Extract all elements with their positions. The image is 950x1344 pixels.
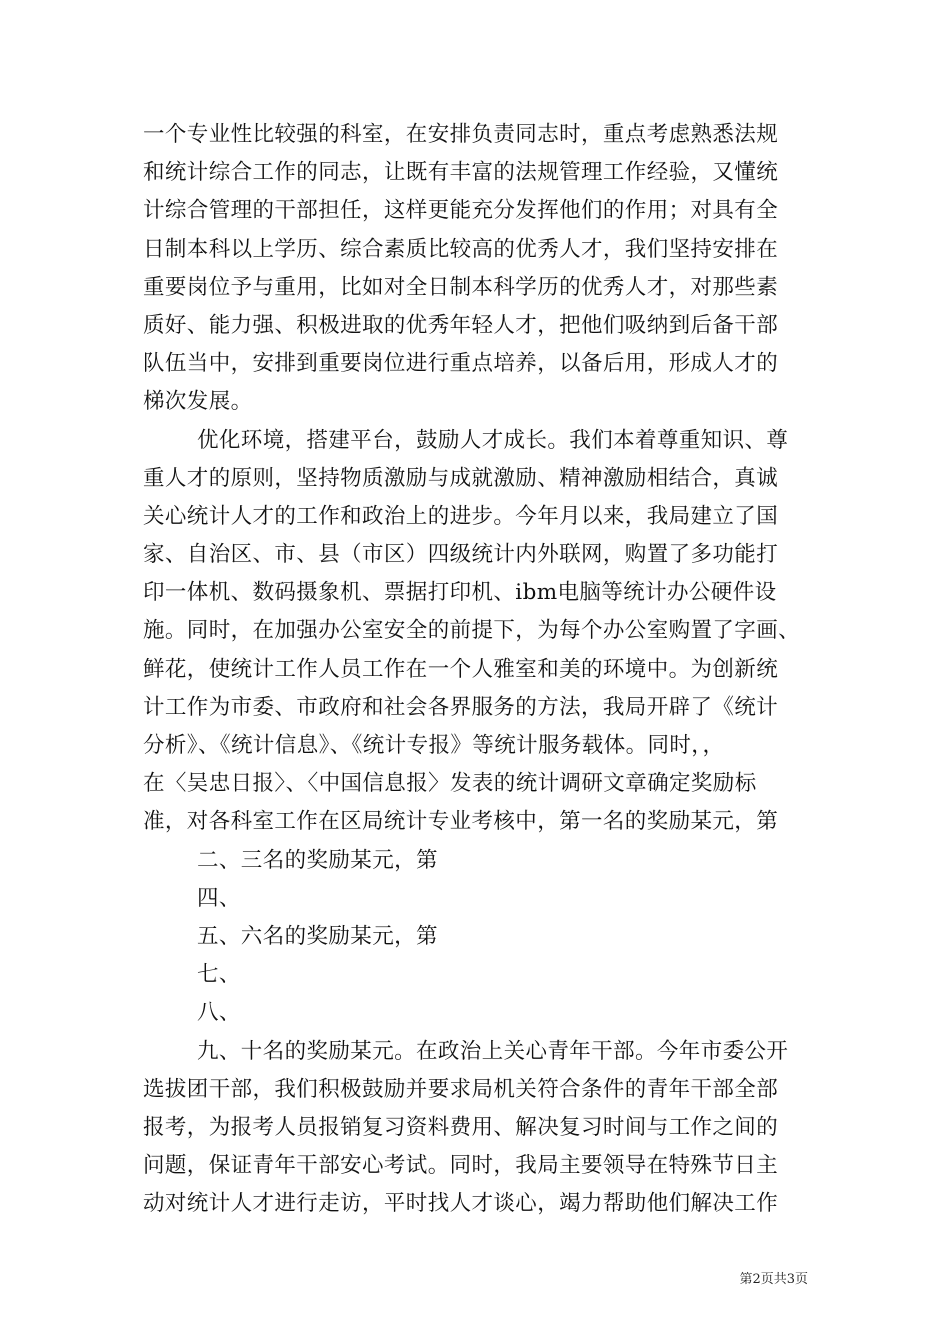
paragraph-start-line: 优化环境，搭建平台，鼓励人才成长。我们本着尊重知识、尊 <box>197 427 789 453</box>
text-line: 梯次发展。 <box>143 389 253 415</box>
text-line: 选拔团干部，我们积极鼓励并要求局机关符合条件的青年干部全部 <box>143 1076 779 1102</box>
text-line: 报考，为报考人员报销复习资料费用、解决复习时间与工作之间的 <box>143 1114 779 1140</box>
text-line: 质好、能力强、积极进取的优秀年轻人才，把他们吸纳到后备干部 <box>143 312 779 338</box>
text-line: 准，对各科室工作在区局统计专业考核中，第一名的奖励某元，第 <box>143 809 779 835</box>
text-line: 施。同时，在加强办公室安全的前提下，为每个办公室购置了字画、 <box>143 618 801 644</box>
text-line: 一个专业性比较强的科室，在安排负责同志时，重点考虑熟悉法规 <box>143 122 779 147</box>
text-line: 分析》、《统计信息》、《统计专报》等统计服务载体。同时，， <box>143 733 725 758</box>
list-item-line: 四、 <box>197 885 241 911</box>
text-line: 计综合管理的干部担任，这样更能充分发挥他们的作用；对具有全 <box>143 198 779 224</box>
text-line: 和统计综合工作的同志，让既有丰富的法规管理工作经验，又懂统 <box>143 160 779 186</box>
text-line: 鲜花，使统计工作人员工作在一个人雅室和美的环境中。为创新统 <box>143 656 779 682</box>
text-line: 重人才的原则，坚持物质激励与成就激励、精神激励相结合，真诚 <box>143 465 779 491</box>
text-line: 问题，保证青年干部安心考试。同时，我局主要领导在特殊节日主 <box>143 1153 779 1179</box>
list-item-line: 二、三名的奖励某元，第 <box>197 847 438 873</box>
text-line: 队伍当中，安排到重要岗位进行重点培养，以备后用，形成人才的 <box>143 351 779 377</box>
list-item-line: 八、 <box>197 1000 241 1026</box>
text-line: 印一体机、数码摄象机、票据打印机、ibm电脑等统计办公硬件设 <box>143 580 777 606</box>
list-item-line: 七、 <box>197 962 241 988</box>
text-line: 重要岗位予与重用，比如对全日制本科学历的优秀人才，对那些素 <box>143 274 779 300</box>
text-line: 计工作为市委、市政府和社会各界服务的方法，我局开辟了《统计 <box>143 694 779 720</box>
document-body <box>143 116 815 1223</box>
text-line: 日制本科以上学历、综合素质比较高的优秀人才，我们坚持安排在 <box>143 236 779 262</box>
page-number-indicator: 第2页共3页 <box>739 1272 808 1287</box>
text-line: 家、自治区、市、县（市区）四级统计内外联网，购置了多功能打 <box>143 542 779 568</box>
text-line: 动对统计人才进行走访，平时找人才谈心，竭力帮助他们解决工作 <box>143 1191 779 1217</box>
list-item-line: 五、六名的奖励某元，第 <box>197 923 438 949</box>
paragraph-start-line: 九、十名的奖励某元。在政治上关心青年干部。今年市委公开 <box>197 1038 789 1064</box>
text-line: 在〈吴忠日报〉、〈中国信息报〉发表的统计调研文章确定奖励标 <box>143 771 757 797</box>
text-line: 关心统计人才的工作和政治上的进步。今年月以来，我局建立了国 <box>143 503 779 529</box>
